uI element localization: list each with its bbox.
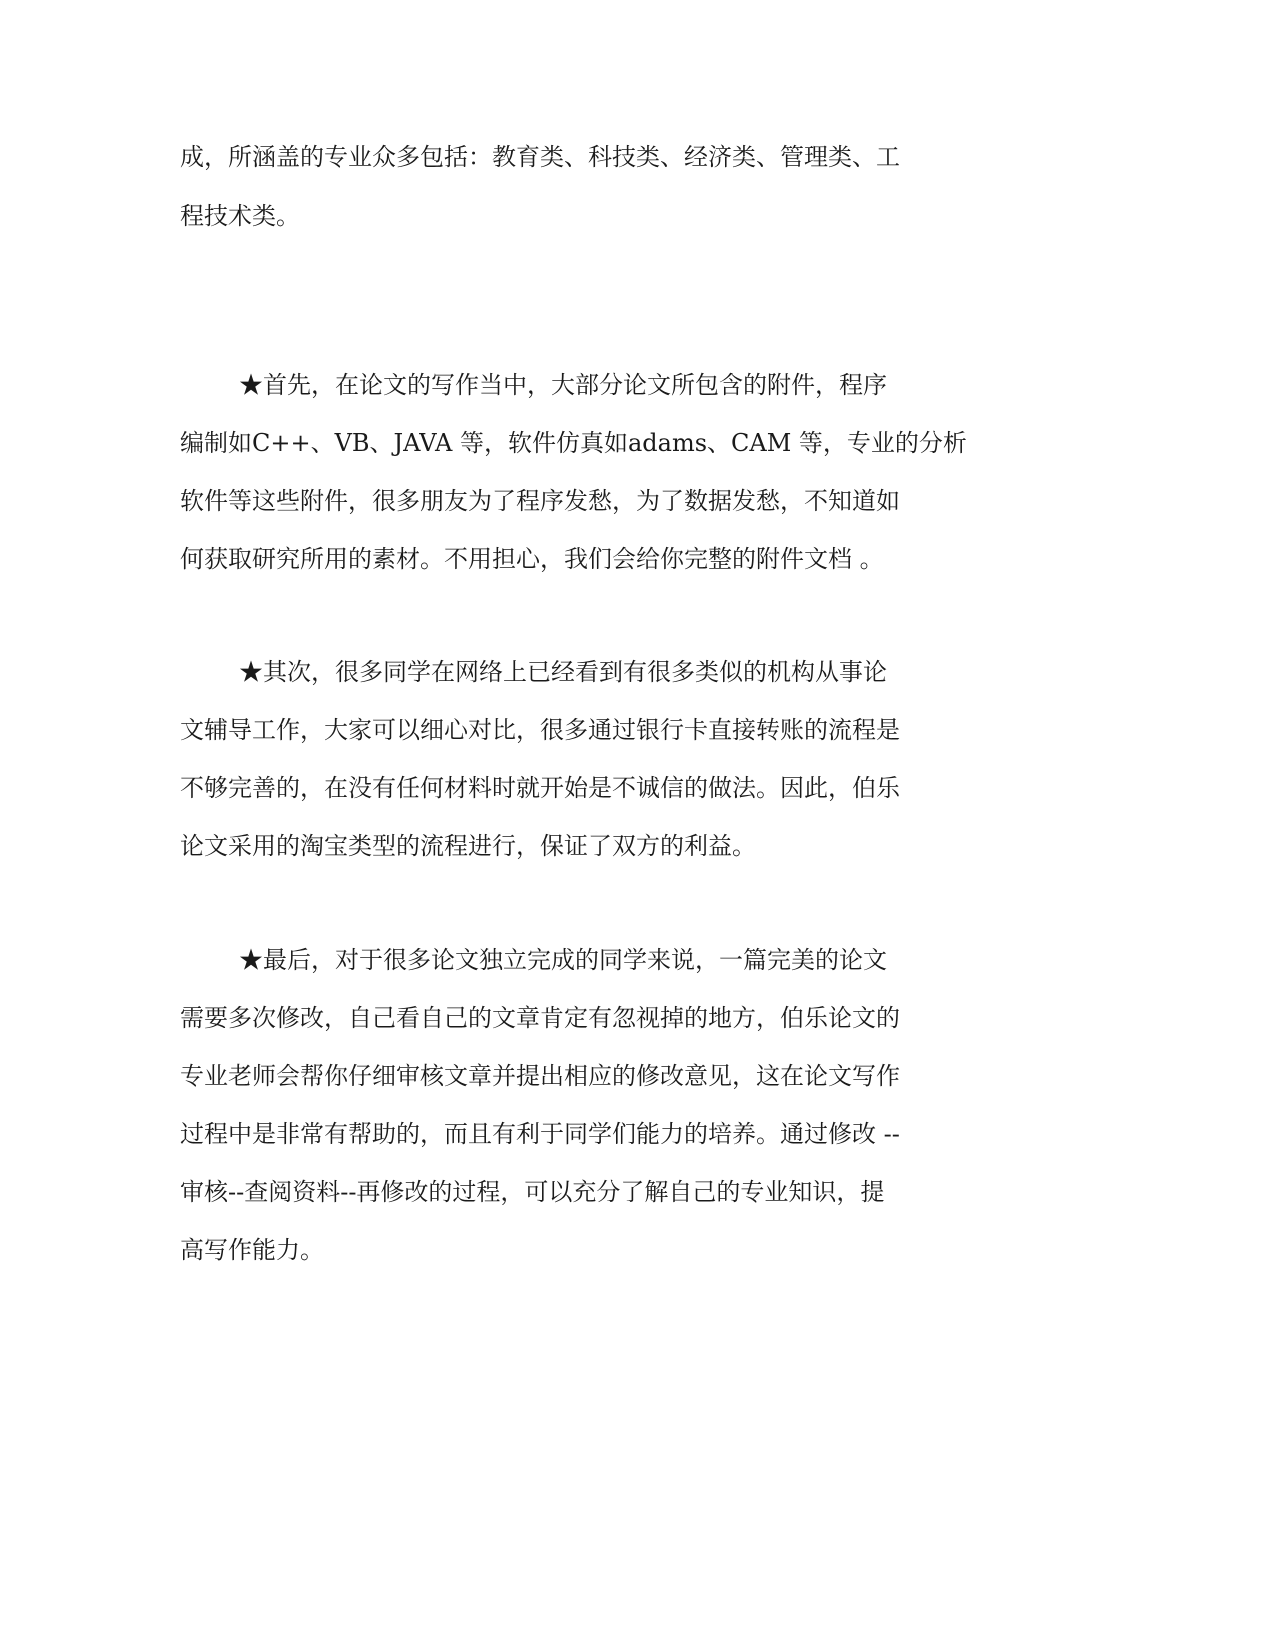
para3-line-1: ★最后，对于很多论文独立完成的同学来说，一篇完美的论文 (239, 946, 887, 974)
para1-line-2: 编制如C++、VB、JAVA 等，软件仿真如adams、CAM 等，专业的分析 (180, 429, 967, 457)
para3-line-3: 专业老师会帮你仔细审核文章并提出相应的修改意见，这在论文写作 (180, 1062, 900, 1090)
para1-line-3: 软件等这些附件，很多朋友为了程序发愁，为了数据发愁，不知道如 (180, 487, 900, 515)
para1-line-4: 何获取研究所用的素材。不用担心，我们会给你完整的附件文档 。 (180, 545, 884, 573)
para2-line-3: 不够完善的，在没有任何材料时就开始是不诚信的做法。因此，伯乐 (180, 774, 900, 802)
para2-line-1: ★其次，很多同学在网络上已经看到有很多类似的机构从事论 (239, 658, 887, 686)
para1-line-1: ★首先，在论文的写作当中，大部分论文所包含的附件，程序 (239, 371, 887, 399)
intro-line-2: 程技术类。 (180, 202, 300, 230)
intro-line-1: 成，所涵盖的专业众多包括：教育类、科技类、经济类、管理类、工 (180, 143, 900, 171)
para3-line-6: 高写作能力。 (180, 1236, 324, 1264)
para2-line-4: 论文采用的淘宝类型的流程进行，保证了双方的利益。 (180, 832, 756, 860)
para3-line-2: 需要多次修改，自己看自己的文章肯定有忽视掉的地方，伯乐论文的 (180, 1004, 900, 1032)
para2-line-2: 文辅导工作，大家可以细心对比，很多通过银行卡直接转账的流程是 (180, 716, 900, 744)
para3-line-5: 审核--查阅资料--再修改的过程，可以充分了解自己的专业知识，提 (180, 1178, 885, 1206)
para3-line-4: 过程中是非常有帮助的，而且有利于同学们能力的培养。通过修改 -- (180, 1120, 900, 1148)
